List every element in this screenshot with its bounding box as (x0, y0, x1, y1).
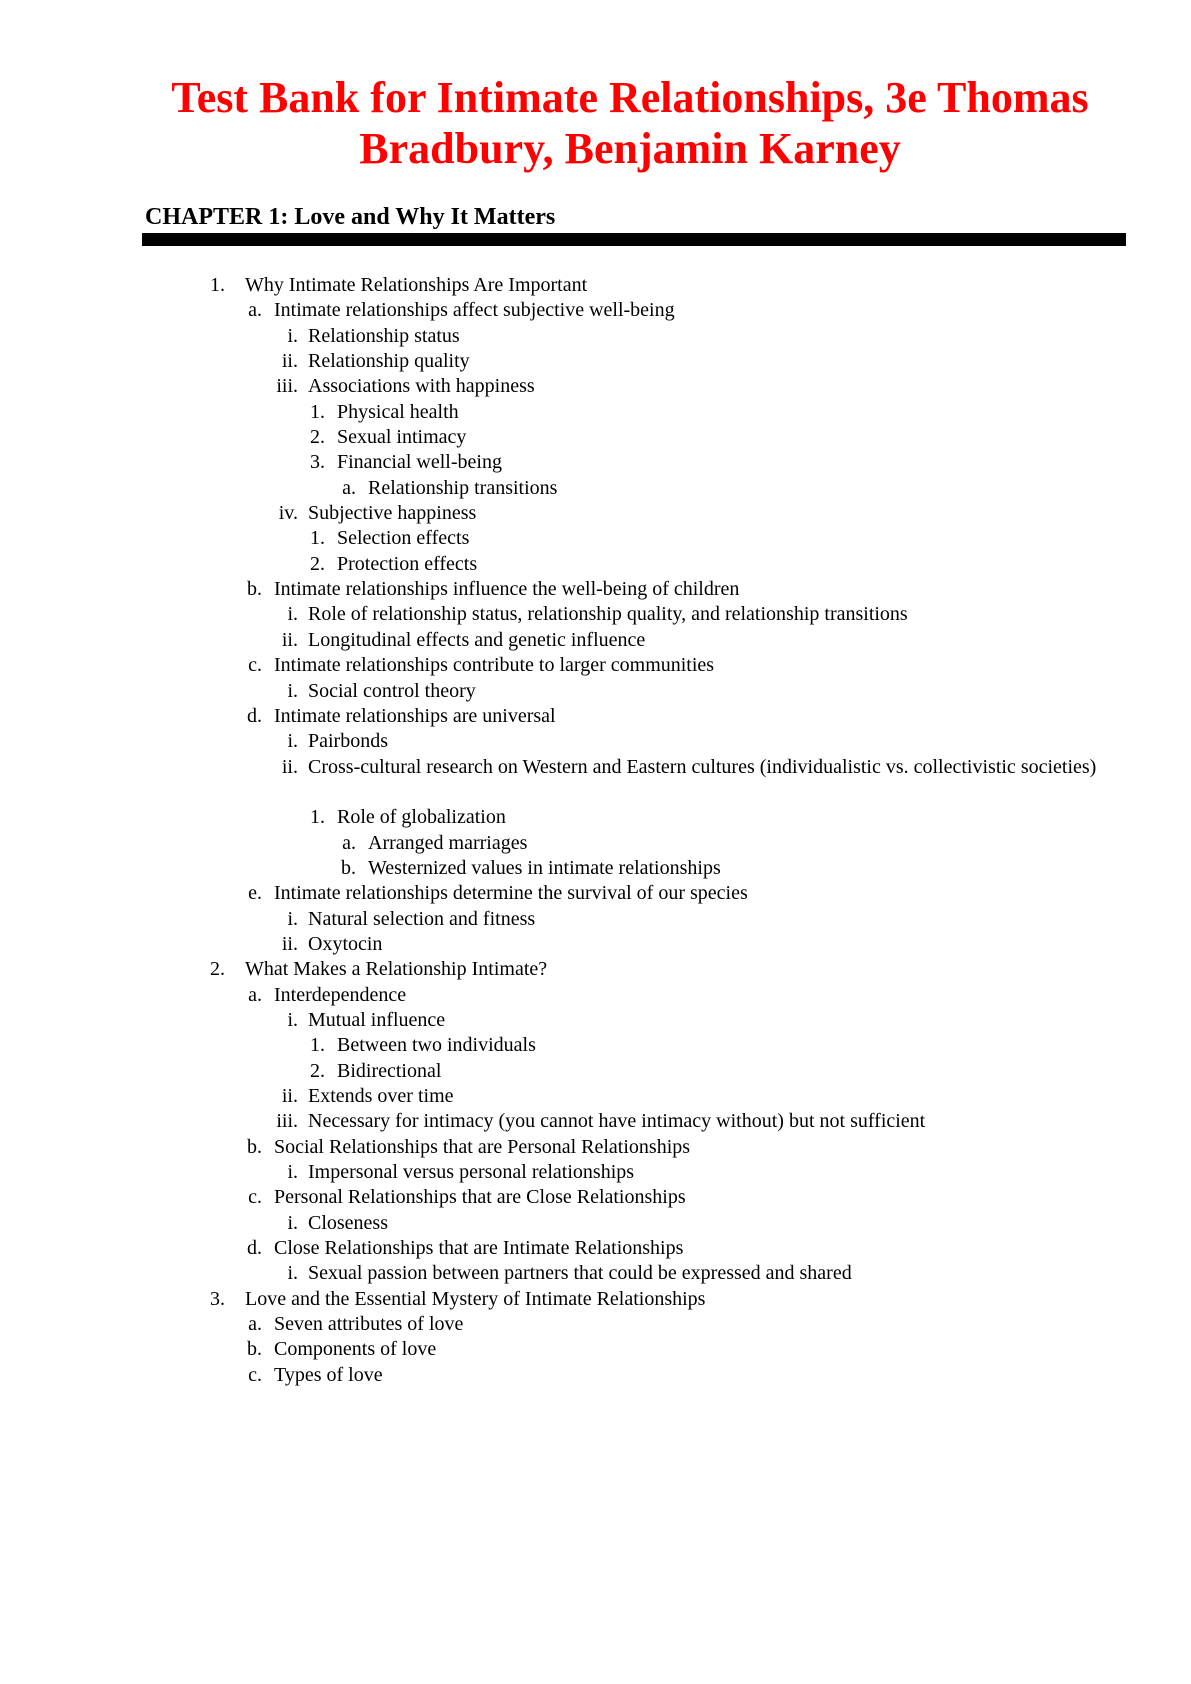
outline-text: Extends over time (308, 1085, 454, 1107)
outline-text: Longitudinal effects and genetic influence (308, 628, 646, 651)
outline-marker: i. (287, 1008, 298, 1031)
outline-item (0, 1084, 1191, 1109)
outline-text: Types of love (274, 1363, 383, 1386)
outline-text: Natural selection and fitness (308, 907, 536, 930)
outline-marker: i. (287, 1161, 298, 1184)
outline-text: Selection effects (337, 527, 470, 550)
outline-item (0, 501, 1191, 526)
outline-marker: i. (287, 730, 298, 753)
outline-marker: 1. (310, 806, 325, 829)
outline-item (0, 298, 1191, 323)
outline-text: Intimate relationships influence the well-being of children (274, 578, 740, 601)
outline-marker: iii. (276, 1110, 298, 1133)
outline-text: Pairbonds (308, 730, 388, 753)
outline-text: What Makes a Relationship Intimate? (245, 958, 548, 981)
outline-text: Subjective happiness (308, 502, 477, 525)
outline-marker: iv. (278, 502, 298, 525)
outline-marker: b. (247, 1338, 262, 1361)
outline-item (0, 628, 1191, 653)
outline-text: Mutual influence (308, 1008, 446, 1031)
outline-item (0, 704, 1191, 729)
outline-marker: 1. (310, 527, 325, 550)
outline-marker: a. (342, 831, 356, 854)
outline-marker: 2. (310, 552, 325, 575)
outline-marker: 3. (210, 1287, 225, 1310)
outline-item (0, 805, 1191, 830)
outline-text: Physical health (337, 400, 459, 423)
outline-marker: i. (287, 907, 298, 930)
outline-item (0, 1211, 1191, 1236)
outline-marker: 3. (310, 451, 325, 474)
outline-marker: 2. (310, 1059, 325, 1082)
outline-item (0, 476, 1191, 501)
outline-text: Personal Relationships that are Close Relationships (274, 1186, 686, 1209)
outline-item (0, 1287, 1191, 1312)
outline-marker: ii. (281, 932, 298, 955)
outline-marker: 2. (210, 958, 225, 981)
outline-marker: d. (247, 1237, 262, 1260)
outline-marker: 1. (310, 400, 325, 423)
outline-marker: b. (247, 1135, 262, 1158)
outline-item (0, 602, 1191, 627)
outline-text: Impersonal versus personal relationships (308, 1161, 635, 1184)
outline-marker: e. (248, 882, 262, 905)
outline-marker: a. (248, 1313, 262, 1336)
outline-marker: a. (248, 983, 262, 1006)
outline-marker: 1. (210, 274, 225, 296)
outline-text: Westernized values in intimate relationships (368, 856, 721, 879)
outline-item (0, 552, 1191, 577)
outline-marker: i. (287, 679, 298, 702)
outline-item (0, 374, 1191, 399)
document-title: Test Bank for Intimate Relationships, 3e Thomas Bradbury, Benjamin Karney (171, 73, 1089, 173)
outline-text: Intimate relationships contribute to larger communities (274, 654, 715, 677)
outline-item (0, 324, 1191, 349)
outline-text: Bidirectional (337, 1059, 442, 1082)
outline-text: Relationship transitions (368, 476, 558, 499)
outline-text: Associations with happiness (308, 375, 535, 398)
outline-marker: a. (248, 299, 262, 322)
outline-item (0, 526, 1191, 551)
outline-text: Oxytocin (308, 932, 383, 955)
outline-marker: b. (341, 856, 356, 879)
chapter-heading: CHAPTER 1: Love and Why It Matters (145, 204, 556, 230)
outline-item (0, 1312, 1191, 1337)
outline-text: Close Relationships that are Intimate Relationships (274, 1237, 684, 1260)
outline-marker: i. (287, 603, 298, 626)
outline-marker: 1. (310, 1034, 325, 1057)
outline-item (0, 957, 1191, 982)
outline-item (0, 1059, 1191, 1084)
outline-marker: d. (247, 704, 262, 727)
outline-text: Why Intimate Relationships Are Important (245, 274, 588, 296)
outline-text: Relationship status (308, 324, 460, 347)
outline-text: Role of relationship status, relationship quality, and relationship transitions (308, 603, 908, 626)
outline-item (0, 1363, 1191, 1388)
outline-text: Intimate relationships affect subjective well-being (274, 299, 675, 322)
outline-marker: 2. (310, 426, 325, 449)
outline-text: Role of globalization (337, 806, 506, 829)
outline-marker: c. (248, 1363, 262, 1386)
outline-item (0, 932, 1191, 957)
outline-marker: i. (287, 1262, 298, 1285)
outline-text: Social control theory (308, 679, 476, 702)
outline-item (0, 349, 1191, 374)
outline-text: Sexual intimacy (337, 426, 467, 449)
outline-marker: ii. (281, 1085, 298, 1107)
outline-text: Between two individuals (337, 1034, 536, 1057)
outline-text: Intimate relationships determine the survival of our species (274, 882, 748, 905)
outline-item (0, 273, 1191, 298)
heading-rule (142, 233, 1126, 246)
outline-item (0, 831, 1191, 856)
outline-text: Interdependence (274, 983, 407, 1006)
outline-item (0, 425, 1191, 450)
outline-item (0, 755, 1191, 806)
outline-marker: ii. (281, 350, 298, 373)
outline-item (0, 1109, 1191, 1134)
outline-marker: c. (248, 1186, 262, 1209)
outline-item (0, 400, 1191, 425)
chapter-outline (0, 273, 1191, 1388)
outline-marker: iii. (276, 375, 298, 398)
outline-marker: ii. (281, 628, 298, 651)
outline-item (0, 1033, 1191, 1058)
outline-marker: i. (287, 1211, 298, 1234)
outline-item (0, 1337, 1191, 1362)
outline-item (0, 679, 1191, 704)
outline-marker: b. (247, 578, 262, 601)
outline-text: Relationship quality (308, 350, 470, 373)
outline-text: Necessary for intimacy (you cannot have intimacy without) but not sufficient (308, 1110, 926, 1133)
outline-text: Arranged marriages (368, 831, 528, 854)
outline-text: Closeness (308, 1211, 388, 1234)
outline-item (0, 653, 1191, 678)
outline-text: Sexual passion between partners that could be expressed and shared (308, 1262, 852, 1285)
outline-text: Love and the Essential Mystery of Intimate Relationships (245, 1287, 706, 1310)
outline-item (0, 1008, 1191, 1033)
outline-item (0, 1135, 1191, 1160)
outline-item (0, 729, 1191, 754)
outline-item (0, 881, 1191, 906)
outline-item (0, 1160, 1191, 1185)
outline-item (0, 983, 1191, 1008)
outline-text: Components of love (274, 1338, 437, 1361)
outline-marker: c. (248, 654, 262, 677)
outline-item (0, 450, 1191, 475)
outline-marker: a. (342, 476, 356, 499)
outline-text: Protection effects (337, 552, 478, 575)
outline-item (0, 1261, 1191, 1286)
outline-text: Social Relationships that are Personal Relationships (274, 1135, 691, 1158)
outline-item (0, 1236, 1191, 1261)
outline-text: Financial well-being (337, 451, 502, 474)
outline-item (0, 856, 1191, 881)
outline-item (0, 577, 1191, 602)
outline-item (0, 1185, 1191, 1210)
outline-marker: i. (287, 324, 298, 347)
outline-text: Intimate relationships are universal (274, 704, 556, 727)
outline-text: Cross-cultural research on Western and Eastern cultures (individualistic vs. collectivistic societies) (308, 755, 1097, 778)
outline-text: Seven attributes of love (274, 1313, 464, 1336)
outline-marker: ii. (281, 755, 298, 778)
outline-item (0, 907, 1191, 932)
